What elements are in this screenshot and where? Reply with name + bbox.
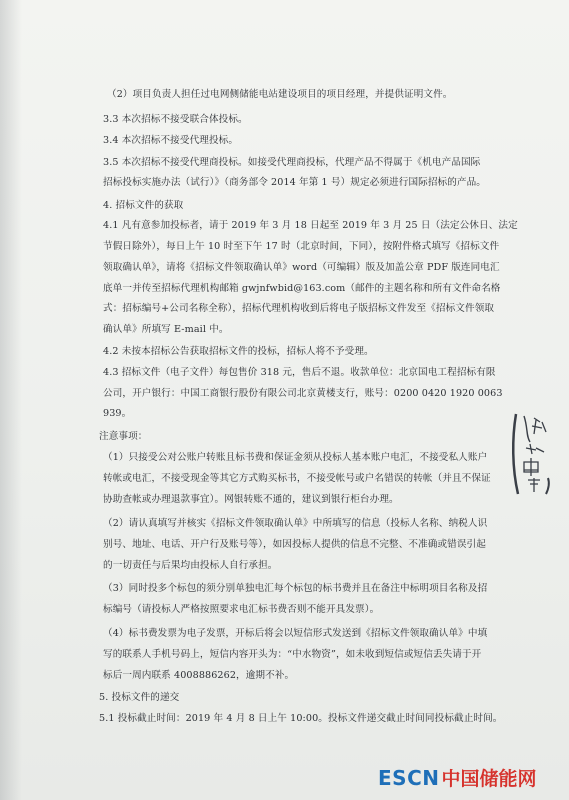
text-line: 底单一并传至招标代理机构邮箱 gwjnfwbid@163.com（邮件的主题名称和所有文件命名格 — [103, 283, 501, 294]
page-edge-shadow — [0, 0, 22, 800]
text-line: 式：招标编号+公司名称全称），招标代理机构收到后将电子版招标文件发至《招标文件领取 — [103, 303, 495, 314]
text-line: 写的联系人手机号码上，短信内容开头为：“中水物资”，如未收到短信或短信丢失请于开 — [103, 649, 482, 660]
text-line: 公司，开户银行：中国工商银行股份有限公司北京黄楼支行，账号：0200 0420 1920 0063 — [103, 388, 503, 399]
watermark-brand-cn: 中国储能网 — [441, 768, 537, 790]
section-heading: 注意事项： — [99, 431, 148, 442]
text-line: （3）同时投多个标包的须分别单独电汇每个标包的标书费并且在备注中标明项目名称及招 — [103, 583, 488, 594]
text-line: （2）请认真填写并核实《招标文件领取确认单》中所填写的信息（投标人名称、纳税人识 — [103, 518, 488, 529]
text-line: 确认单》所填写 E-mail 中。 — [103, 324, 229, 335]
text-line: 3.5 本次招标不接受代理商投标。如接受代理商投标，代理产品不得属于《机电产品国际 — [103, 157, 481, 168]
text-line: 4.1 凡有意参加投标者，请于 2019 年 3 月 18 日起至 2019 年 3 月 25 日（法定公休日、法定 — [103, 220, 518, 231]
text-line: 3.3 本次招标不接受联合体投标。 — [103, 114, 248, 125]
watermark-logo — [378, 764, 537, 794]
seal-stamp — [510, 408, 554, 498]
text-line: 5.1 投标截止时间：2019 年 4 月 8 日上午 10:00。投标文件递交截止时间同投标截止时间。 — [99, 713, 503, 724]
text-line: 的一切责任与后果均由投标人自行承担。 — [103, 560, 278, 571]
text-line: 3.4 本次招标不接受代理投标。 — [103, 135, 239, 146]
text-line: 转帐或电汇，不接受现金等其它方式购买标书，不接受帐号或户名错误的转帐（并且不保证 — [103, 473, 491, 484]
text-line: 4.2 未按本招标公告获取招标文件的投标，招标人将不予受理。 — [103, 346, 374, 357]
text-line: 协助查帐或办理退款事宜）。网银转账不通的，建议到银行柜台办理。 — [103, 494, 399, 505]
text-line: 标编号（请投标人严格按照要求电汇标书费否则不能开具发票）。 — [103, 604, 380, 615]
text-line: 别号、地址、电话、开户行及账号等），如因投标人提供的信息不完整、不准确或错误引起 — [103, 539, 486, 550]
watermark-brand-en: ESCN — [378, 766, 440, 790]
text-line: （4）标书费发票为电子发票，开标后将会以短信形式发送到《招标文件领取确认单》中填 — [103, 628, 488, 639]
text-line: 节假日除外），每日上午 10 时至下午 17 时（北京时间，下同），按附件格式填写《招标文件 — [103, 241, 500, 252]
text-line: 4.3 招标文件（电子文件）每包售价 318 元，售后不退。收款单位：北京国电工程招标有限 — [103, 367, 496, 378]
section-heading: 4. 招标文件的获取 — [103, 200, 184, 211]
text-line: （2）项目负责人担任过电网侧储能电站建设项目的项目经理，并提供证明文件。 — [107, 89, 453, 100]
text-line: 939。 — [103, 408, 132, 419]
text-line: 招标投标实施办法（试行）》（商务部令 2014 年第 1 号）规定必须进行国际招标的产品。 — [103, 177, 486, 188]
text-line: 标后一周内联系 4008886262，逾期不补。 — [103, 670, 295, 681]
seal-stamp-graphic — [510, 408, 554, 498]
text-line: 领取确认单》，请将《招标文件领取确认单》word（可编辑）版及加盖公章 PDF 版连同电汇 — [103, 262, 500, 273]
text-line: （1）只接受公对公账户转账且标书费和保证金须从投标人基本账户电汇，不接受私人账户 — [103, 452, 488, 463]
section-heading: 5. 投标文件的递交 — [99, 692, 180, 703]
